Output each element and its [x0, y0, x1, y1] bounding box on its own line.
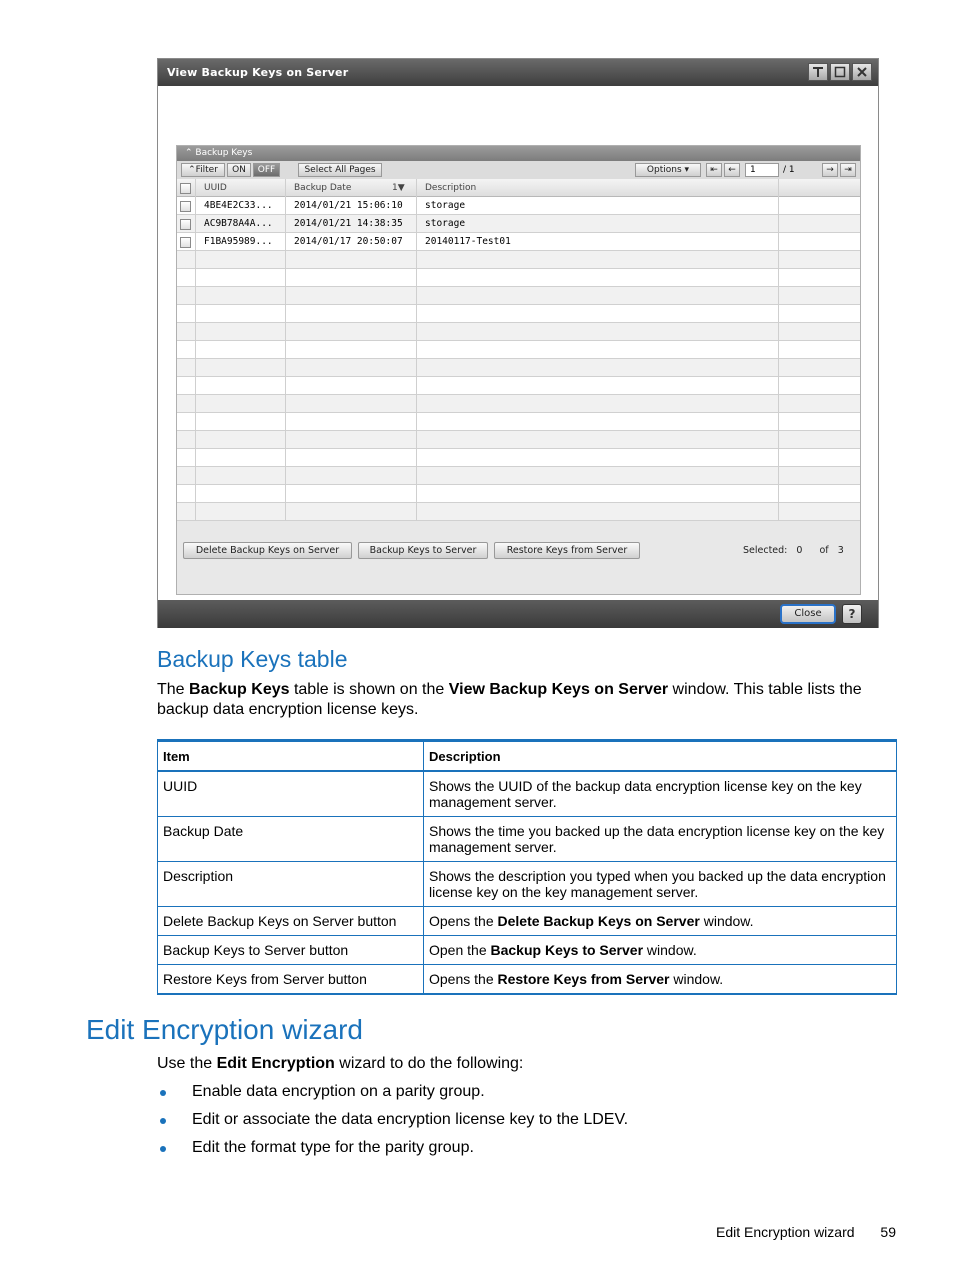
backup-keys-panel — [176, 145, 861, 595]
empty-row — [177, 359, 860, 377]
maximize-icon — [834, 66, 846, 78]
row-check-cell — [177, 215, 196, 233]
description-table — [157, 739, 897, 995]
selection-info: Selected: 0 of 3 — [743, 545, 844, 556]
list-item: Edit the format type for the parity group. — [157, 1138, 628, 1158]
cell-description: 20140117-Test01 — [417, 233, 779, 251]
prev-page-button[interactable] — [724, 163, 740, 177]
cell-uuid: AC9B78A4A... — [196, 215, 286, 233]
bullet-icon — [160, 1146, 166, 1152]
arrow-left-icon: ← — [728, 165, 736, 175]
table-row — [158, 817, 897, 862]
row-check-cell — [177, 233, 196, 251]
section-heading: Backup Keys table — [157, 646, 348, 672]
empty-row — [177, 377, 860, 395]
column-header-uuid[interactable]: UUID — [196, 179, 286, 197]
column-header-description[interactable]: Description — [417, 179, 779, 197]
next-page-button[interactable] — [822, 163, 838, 177]
header-description: Description — [424, 741, 897, 772]
row-check-cell — [177, 197, 196, 215]
row-checkbox[interactable] — [180, 237, 191, 248]
panel-header[interactable] — [177, 146, 860, 161]
backup-keys-grid — [177, 179, 860, 530]
wizard-intro: Use the Edit Encryption wizard to do the following: — [157, 1055, 524, 1072]
cell-backup-date: 2014/01/21 14:38:35 — [286, 215, 417, 233]
empty-row — [177, 305, 860, 323]
empty-row — [177, 449, 860, 467]
last-page-icon: ⇥ — [844, 165, 852, 175]
section-paragraph: The Backup Keys table is shown on the View Backup Keys on Server window. This table lists the backup data encryption license keys. — [157, 681, 862, 718]
description-cell: Opens the Restore Keys from Server window. — [424, 965, 897, 995]
cell-backup-date: 2014/01/21 15:06:10 — [286, 197, 417, 215]
table-row — [158, 936, 897, 965]
first-page-icon: ⇤ — [710, 165, 718, 175]
page-footer — [716, 1222, 896, 1242]
last-page-button[interactable] — [840, 163, 856, 177]
wizard-bullet-list — [157, 1082, 628, 1166]
select-all-cell — [177, 179, 196, 197]
description-cell: Shows the description you typed when you backed up the data encryption license key on the key management server. — [424, 862, 897, 907]
description-cell: Shows the time you backed up the data encryption license key on the key management server. — [424, 817, 897, 862]
empty-row — [177, 395, 860, 413]
backup-keys-window — [157, 58, 879, 628]
description-cell: Shows the UUID of the backup data encryption license key on the key management server. — [424, 771, 897, 817]
row-checkbox[interactable] — [180, 219, 191, 230]
cell-uuid: F1BA95989... — [196, 233, 286, 251]
page-number-input[interactable]: 1 — [745, 163, 779, 177]
filter-icon: ⌃ — [188, 165, 196, 175]
total-count: 3 — [837, 545, 844, 556]
window-title-bar — [158, 59, 878, 86]
wizard-heading: Edit Encryption wizard — [86, 1014, 364, 1045]
select-all-checkbox[interactable] — [180, 183, 191, 194]
table-row — [158, 862, 897, 907]
window-controls — [808, 63, 872, 81]
bullet-icon — [160, 1118, 166, 1124]
cell-backup-date: 2014/01/17 20:50:07 — [286, 233, 417, 251]
cell-uuid: 4BE4E2C33... — [196, 197, 286, 215]
close-button[interactable]: Close — [780, 604, 836, 624]
options-dropdown[interactable]: Options ▾ — [635, 163, 701, 177]
backup-keys-to-server-button[interactable]: Backup Keys to Server — [358, 542, 488, 559]
sort-indicator: 1▼ — [392, 183, 405, 193]
row-checkbox[interactable] — [180, 201, 191, 212]
item-cell: Backup Date — [158, 817, 424, 862]
empty-row — [177, 269, 860, 287]
item-cell: Restore Keys from Server button — [158, 965, 424, 995]
pin-button[interactable] — [808, 63, 828, 81]
restore-keys-from-server-button[interactable]: Restore Keys from Server — [494, 542, 640, 559]
pin-icon — [812, 66, 824, 78]
header-item: Item — [158, 741, 424, 772]
empty-row — [177, 503, 860, 521]
selected-count: 0 — [796, 545, 803, 556]
window-title: View Backup Keys on Server — [167, 66, 349, 79]
description-cell: Open the Backup Keys to Server window. — [424, 936, 897, 965]
grid-header-row — [177, 179, 860, 197]
panel-toolbar — [177, 161, 860, 179]
description-cell: Opens the Delete Backup Keys on Server window. — [424, 907, 897, 936]
item-cell: Backup Keys to Server button — [158, 936, 424, 965]
table-row — [158, 907, 897, 936]
empty-row — [177, 485, 860, 503]
window-footer — [158, 600, 878, 628]
item-cell: UUID — [158, 771, 424, 817]
list-item: Enable data encryption on a parity group. — [157, 1082, 628, 1102]
filter-on-toggle[interactable]: ON — [227, 163, 251, 177]
maximize-button[interactable] — [830, 63, 850, 81]
arrow-right-icon: → — [826, 165, 834, 175]
chevron-down-icon: ▾ — [684, 165, 690, 175]
table-row — [158, 965, 897, 995]
footer-section-name: Edit Encryption wizard — [716, 1224, 855, 1240]
window-close-button[interactable] — [852, 63, 872, 81]
panel-action-bar — [177, 540, 860, 562]
filter-button[interactable]: ⌃Filter — [181, 163, 225, 177]
close-icon — [856, 66, 868, 78]
description-table-header — [158, 741, 897, 772]
table-row[interactable] — [177, 215, 860, 233]
column-header-backup-date[interactable]: Backup Date 1▼ — [286, 179, 417, 197]
help-icon: ? — [848, 607, 856, 621]
help-button[interactable] — [842, 604, 862, 624]
page-number: 59 — [880, 1224, 896, 1240]
select-all-pages-button[interactable]: Select All Pages — [298, 163, 382, 177]
empty-row — [177, 341, 860, 359]
empty-row — [177, 323, 860, 341]
empty-row — [177, 431, 860, 449]
table-row — [158, 771, 897, 817]
cell-description: storage — [417, 197, 779, 215]
table-row[interactable] — [177, 233, 860, 251]
page-total: / 1 — [783, 165, 795, 175]
panel-title: Backup Keys — [195, 148, 253, 158]
filter-off-toggle[interactable]: OFF — [253, 163, 280, 177]
bullet-icon — [160, 1090, 166, 1096]
item-cell: Delete Backup Keys on Server button — [158, 907, 424, 936]
empty-row — [177, 413, 860, 431]
column-header-spacer — [779, 179, 860, 197]
first-page-button[interactable] — [706, 163, 722, 177]
list-item: Edit or associate the data encryption license key to the LDEV. — [157, 1110, 628, 1130]
collapse-icon: ⌃ — [185, 148, 193, 158]
table-row[interactable] — [177, 197, 860, 215]
empty-row — [177, 251, 860, 269]
empty-row — [177, 467, 860, 485]
delete-backup-keys-button[interactable]: Delete Backup Keys on Server — [183, 542, 352, 559]
item-cell: Description — [158, 862, 424, 907]
empty-row — [177, 287, 860, 305]
cell-description: storage — [417, 215, 779, 233]
